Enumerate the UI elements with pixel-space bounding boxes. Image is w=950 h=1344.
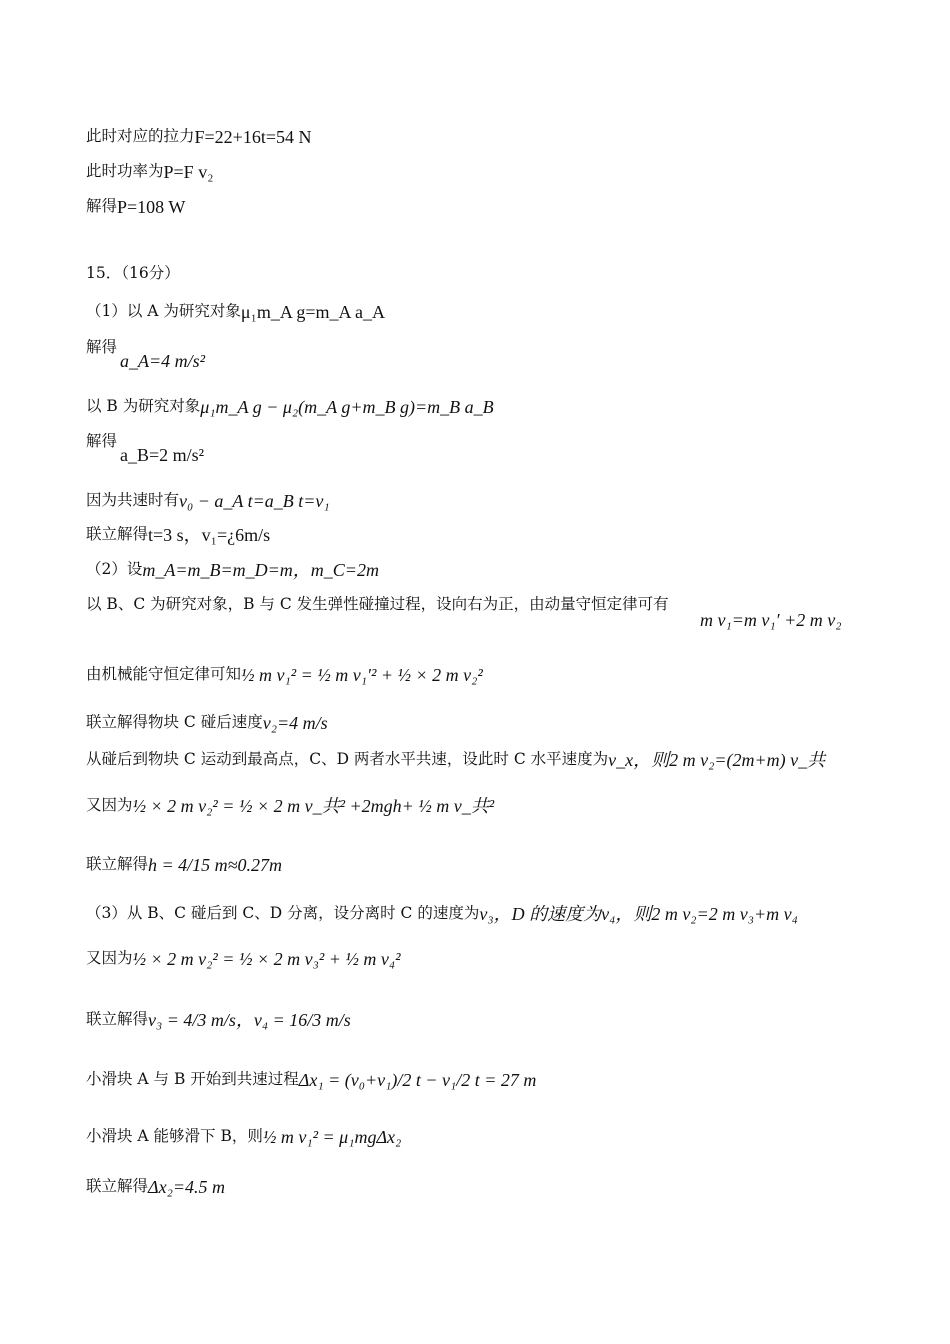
- line-again-1: [86, 797, 494, 815]
- line-horizontal: [86, 751, 825, 769]
- line-power-result: [86, 198, 185, 216]
- solve-aB-text: 解得: [86, 432, 118, 450]
- aB-equation: a_B=2 m/s²: [120, 445, 205, 465]
- energy-text: 由机械能守恒定律可知: [86, 665, 242, 684]
- line-common-velocity: [86, 492, 330, 510]
- part2-setup-text: （2）设: [86, 560, 143, 579]
- line-final: [86, 1178, 225, 1196]
- aA-equation: a_A=4 m/s²: [120, 351, 206, 371]
- horizontal-text: 从碰后到物块 C 运动到最高点，C、D 两者水平共速，设此时 C 水平速度为: [86, 750, 609, 769]
- part1-b-equation: μ₁m_A g − μ₂(m_A g+m_B g)=m_B a_B: [200, 397, 494, 417]
- line-joint-solve-1: [86, 526, 270, 544]
- v3-v4-text: 联立解得: [86, 1010, 149, 1029]
- joint-solve-1-equation: t=3 s，v₁=¿6m/s: [148, 525, 271, 545]
- horizontal-equation: v_x，则2 m v₂=(2m+m) v_共: [608, 750, 826, 770]
- line-aB-result: [120, 446, 204, 464]
- solve-aA-text: 解得: [86, 338, 118, 356]
- line-again-2: [86, 950, 401, 968]
- line-solve-aB: [86, 434, 117, 450]
- question-15-header: 15．（16分）: [86, 264, 180, 282]
- vc-result-text: 联立解得物块 C 碰后速度: [86, 713, 263, 732]
- momentum-text: 以 B、C 为研究对象，B 与 C 发生弹性碰撞过程，设向右为正，由动量守恒定律可有: [86, 595, 669, 613]
- common-velocity-text: 因为共速时有: [86, 491, 180, 510]
- line-v3-v4: [86, 1011, 351, 1029]
- slide-1-text: 小滑块 A 与 B 开始到共速过程: [86, 1070, 299, 1089]
- common-velocity-equation: v₀ − a_A t=a_B t=v₁: [179, 491, 330, 511]
- line-aA-result: [120, 352, 205, 370]
- again-1-text: 又因为: [86, 796, 133, 815]
- height-result-text: 联立解得: [86, 855, 149, 874]
- v3-v4-equation: v₃ = 4/3 m/s，v₄ = 16/3 m/s: [148, 1010, 351, 1030]
- final-text: 联立解得: [86, 1177, 149, 1196]
- line-momentum-eq: [700, 611, 841, 629]
- part3-text: （3）从 B、C 碰后到 C、D 分离，设分离时 C 的速度为: [86, 904, 480, 923]
- line-part3: [86, 905, 798, 923]
- line-solve-aA: [86, 340, 117, 356]
- momentum-equation: m v₁=m v₁′ +2 m v₂: [700, 610, 842, 630]
- slide-1-equation: Δx₁ = (v₀+v₁)/2 t − v₁/2 t = 27 m: [298, 1070, 537, 1090]
- joint-solve-1-text: 联立解得: [86, 525, 149, 544]
- line-energy: [86, 666, 483, 684]
- energy-equation: ½ m v₁² = ½ m v₁′² + ½ × 2 m v₂²: [241, 665, 483, 685]
- line-vc-result: [86, 714, 328, 732]
- line-height-result: [86, 856, 282, 874]
- slide-2-equation: ½ m v₁² = μ₁mgΔx₂: [262, 1127, 402, 1147]
- part2-setup-equation: m_A=m_B=m_D=m，m_C=2m: [142, 560, 379, 580]
- line-power: [86, 163, 213, 181]
- again-2-equation: ½ × 2 m v₂² = ½ × 2 m v₃² + ½ m v₄²: [132, 949, 401, 969]
- part3-equation: v₃，D 的速度为v₄，则2 m v₂=2 m v₃+m v₄: [479, 904, 798, 924]
- line-slide-1: [86, 1071, 536, 1089]
- power-text: 此时功率为: [86, 162, 164, 181]
- line-slide-2: [86, 1128, 401, 1146]
- part1-b-text: 以 B 为研究对象: [86, 397, 201, 416]
- part1-a-equation: μ₁m_A g=m_A a_A: [240, 302, 386, 322]
- power-equation: P=F v₂: [163, 162, 214, 182]
- again-1-equation: ½ × 2 m v₂² = ½ × 2 m v_共² +2mgh+ ½ m v_共²: [132, 796, 495, 816]
- line-part1-b: [86, 398, 494, 416]
- line-momentum: [86, 597, 669, 613]
- line-part2-setup: [86, 561, 379, 579]
- vc-result-equation: v₂=4 m/s: [262, 713, 328, 733]
- final-equation: Δx₂=4.5 m: [148, 1177, 225, 1197]
- slide-2-text: 小滑块 A 能够滑下 B，则: [86, 1127, 263, 1146]
- part1-a-text: （1）以 A 为研究对象: [86, 302, 241, 321]
- pull-force-equation: F=22+16t=54 N: [194, 127, 312, 147]
- line-pull-force: [86, 128, 311, 146]
- again-2-text: 又因为: [86, 949, 133, 968]
- line-part1-a: [86, 303, 385, 321]
- power-result-text: 解得: [86, 197, 118, 216]
- pull-force-text: 此时对应的拉力: [86, 127, 195, 146]
- power-result-equation: P=108 W: [117, 197, 186, 217]
- height-result-equation: h = 4/15 m≈0.27m: [148, 855, 283, 875]
